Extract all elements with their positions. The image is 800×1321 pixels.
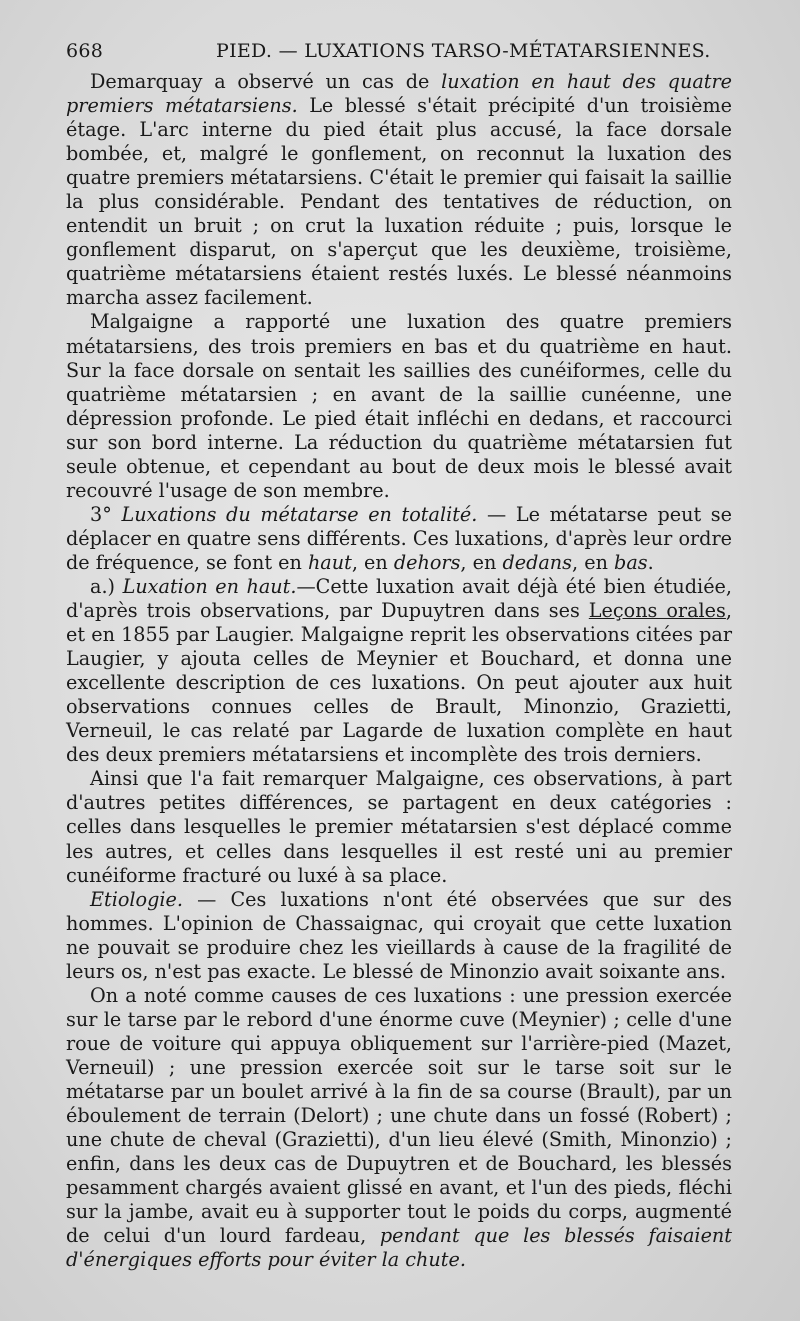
italic-word: haut	[307, 550, 352, 574]
paragraph-categories	[66, 767, 732, 887]
book-title: Leçons orales	[588, 599, 726, 623]
italic-phrase: luxation en haut des quatre premiers métatarsiens.	[66, 70, 732, 118]
subsection-letter: a.)	[90, 574, 123, 598]
subsection-heading: Luxation en haut.	[122, 574, 297, 598]
paragraph-etiologie	[66, 888, 732, 984]
section-heading: Luxations du métatarse en totalité.	[121, 502, 478, 526]
paragraph-text: , en	[572, 550, 615, 574]
paragraph-text: — Le métatarse peut se déplacer en quatre sens différents. Ces luxations, d'après leur ordre de fréquence, se font en	[66, 502, 732, 574]
italic-word: dedans	[502, 550, 573, 574]
italic-word: dehors	[393, 550, 461, 574]
running-header	[66, 40, 736, 62]
paragraph-malgaigne	[66, 310, 732, 502]
paragraph-text: Le blessé s'était précipité d'un troisième étage. L'arc interne du pied était plus accusé, la face dorsale bombée, et, malgré le gonflement, on reconnut la luxation des quatre premiers métatarsiens. C'était le premier qui faisait la saillie la plus considérable. Pendant des tentatives de réduction, on entendit un bruit ; on crut la luxation réduite ; puis, lorsque le gonflement disparut, on s'aperçut que les deuxième, troisième, quatrième métatarsiens étaient restés luxés. Le blessé néanmoins marcha assez facilement.	[66, 94, 732, 310]
paragraph-text: — Ces luxations n'ont été observées que sur des hommes. L'opinion de Chassaignac, qui croyait que cette luxation ne pouvait se produire chez les vieillards à cause de la fragilité de leurs os, n'est pas exacte. Le blessé de Minonzio avait soixante ans.	[66, 887, 732, 983]
page-number: 668	[66, 40, 104, 62]
paragraph-text: Malgaigne a rapporté une luxation des quatre premiers métatarsiens, des trois premiers en bas et du quatrième en haut. Sur la face dorsale on sentait les saillies des cunéiformes, celle du quatrième métatarsien ; en avant de la saillie cunéenne, une dépression profonde. Le pied était infléchi en dedans, et raccourci sur son bord interne. La réduction du quatrième métatarsien fut seule obtenue, et cependant au bout de deux mois le blessé avait recouvré l'usage de son membre.	[66, 310, 732, 502]
paragraph-text: On a noté comme causes de ces luxations : une pression exercée sur le tarse par le rebord d'une énorme cuve (Meynier) ; celle d'une roue de voiture qui appuya obliquement sur l'arrière-pied (Mazet, Verneuil) ; une pression exercée soit sur le tarse soit sur le métatarse par un boulet arrivé à la fin de sa course (Brault), par un éboulement de terrain (Delort) ; une chute dans un fossé (Robert) ; une chute de cheval (Grazietti), d'un lieu élevé (Smith, Minonzio) ; enfin, dans les deux cas de Dupuytren et de Bouchard, les blessés pesamment chargés avaient glissé en avant, et l'un des pieds, fléchi sur la jambe, avait eu à supporter tout le poids du corps, augmenté de celui d'un lourd fardeau,	[66, 983, 732, 1248]
paragraph-text: , en	[460, 550, 503, 574]
paragraph-text: , en	[351, 550, 394, 574]
running-title: PIED. — LUXATIONS TARSO-MÉTATARSIENNES.	[216, 40, 711, 62]
paragraph-causes	[66, 984, 732, 1273]
paragraph-text: , et en 1855 par Laugier. Malgaigne reprit les observations citées par Laugier, y ajouta celles de Meynier et Bouchard, et donna une excellente description de ces luxations. On peut ajouter aux huit observations connues celles de Brault, Minonzio, Grazietti, Verneuil, le cas relaté par Lagarde de luxation complète en haut des deux premiers métatarsiens et incomplète des trois derniers.	[66, 599, 732, 767]
body-text	[66, 70, 732, 1272]
italic-word: bas	[614, 550, 648, 574]
paragraph-text: —Cette luxation avait déjà été bien étudiée, d'après trois observations, par Dupuytren dans ses	[66, 574, 733, 623]
paragraph-demarquay	[66, 70, 732, 310]
paragraph-text: .	[647, 550, 654, 574]
paragraph-section-3	[66, 503, 732, 575]
section-number: 3°	[90, 502, 122, 526]
paragraph-text: Ainsi que l'a fait remarquer Malgaigne, ces observations, à part d'autres petites différences, se partagent en deux catégories : celles dans lesquelles le premier métatarsien s'est déplacé comme les autres, et celles dans lesquelles il est resté uni au premier cunéiforme fracturé ou luxé à sa place.	[66, 767, 732, 887]
paragraph-luxation-en-haut	[66, 575, 732, 767]
etiologie-heading: Etiologie.	[90, 887, 183, 911]
italic-phrase: pendant que les blessés faisaient d'énergiques efforts pour éviter la chute.	[66, 1224, 732, 1272]
paragraph-text: Demarquay a observé un cas de	[90, 70, 442, 93]
